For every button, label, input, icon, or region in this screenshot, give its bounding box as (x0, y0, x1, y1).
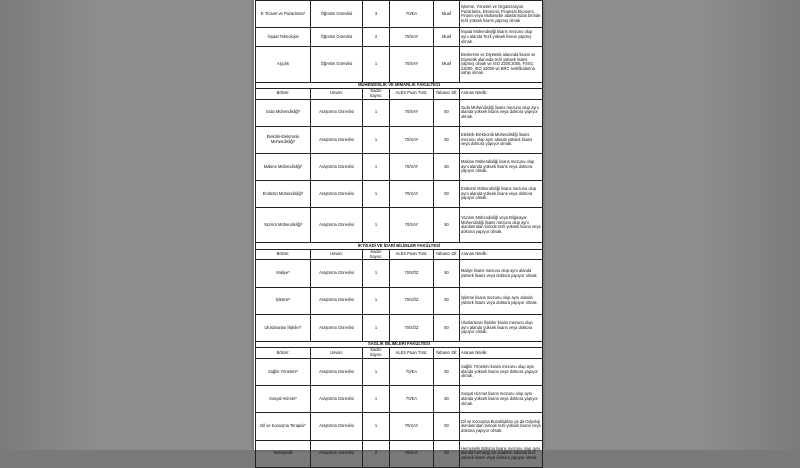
header-ales: ALES Puan Türü: (390, 348, 434, 359)
title-cell: Araştırma Görevlisi (311, 287, 363, 314)
qualification-cell: Hemşirelik Bölümü lisans mezunu olup aynı alanda herhangi bir anabilim dalında tezli yüksek lisans veya doktora yapıyor olmak (460, 440, 543, 467)
header-ales: ALES Puan Türü: (390, 249, 434, 260)
title-cell: Araştırma Görevlisi (311, 153, 363, 180)
header-quota: Kadro Sayısı: (363, 249, 390, 260)
title-cell: Araştırma Görevlisi (311, 413, 363, 440)
ales-cell: 70/SAY (390, 413, 434, 440)
header-qualification: Aranan Nitelik: (460, 348, 543, 359)
language-cell: 50 (434, 99, 460, 126)
department-cell: Sosyal Hizmet* (256, 386, 311, 413)
language-cell: Muaf (434, 1, 460, 28)
table-row (256, 413, 543, 440)
ales-cell: 70/SAY (390, 47, 434, 82)
ales-cell: 70/EA (390, 386, 434, 413)
header-row (256, 249, 543, 260)
table-row (256, 314, 543, 341)
title-cell: Araştırma Görevlisi (311, 99, 363, 126)
header-title: Unvan: (311, 249, 363, 260)
header-department: Bölüm: (256, 88, 311, 99)
qualification-cell: İşletme, Yönetim ve Organizasyon, Pazarlama, Ekonomi, Finansal Ekonomi, Finans veya Muhasebe alanlarından birinde tezli yüksek lisans yapmış olmak (460, 1, 543, 28)
department-cell: Hemşirelik (256, 440, 311, 467)
ales-cell: 70/SÖZ (390, 260, 434, 287)
qualification-cell: Sağlık Yönetimi lisans mezunu olup aynı alanda yüksek lisans veya doktora yapıyor olmak. (460, 358, 543, 385)
language-cell: 50 (434, 126, 460, 153)
ales-cell: 70/SAY (390, 126, 434, 153)
table-row (256, 287, 543, 314)
table-row (256, 126, 543, 153)
department-cell: İşletme* (256, 287, 311, 314)
quota-cell: 1 (363, 287, 390, 314)
title-cell: Araştırma Görevlisi (311, 208, 363, 243)
table-row (256, 99, 543, 126)
table-row (256, 28, 543, 47)
header-row (256, 348, 543, 359)
title-cell: Araştırma Görevlisi (311, 358, 363, 385)
title-cell: Araştırma Görevlisi (311, 386, 363, 413)
title-cell: Araştırma Görevlisi (311, 260, 363, 287)
language-cell: Muaf (434, 47, 460, 82)
qualification-cell: Gıda Mühendisliği lisans mezunu olup aynı alanda yüksek lisans veya doktora yapıyor olmak. (460, 99, 543, 126)
header-title: Unvan: (311, 88, 363, 99)
department-cell: Elektrik-Elektronik Mühendisliği* (256, 126, 311, 153)
header-row (256, 88, 543, 99)
header-ales: ALES Puan Türü: (390, 88, 434, 99)
table-row (256, 47, 543, 82)
department-cell: Aşçılık (256, 47, 311, 82)
department-cell: E-Ticaret ve Pazarlama* (256, 1, 311, 28)
quota-cell: 1 (363, 314, 390, 341)
quota-cell: 1 (363, 126, 390, 153)
department-cell: Yazılım Mühendisliği* (256, 208, 311, 243)
qualification-cell: İşletme lisans mezunu olup aynı alanda yüksek lisans veya doktora yapıyor olmak. (460, 287, 543, 314)
quota-cell: 1 (363, 386, 390, 413)
qualification-cell: Elektrik-Elektronik Mühendisliği lisans mezunu olup aynı alanda yüksek lisans veya doktora yapıyor olmak. (460, 126, 543, 153)
language-cell: 50 (434, 413, 460, 440)
title-cell: Araştırma Görevlisi (311, 314, 363, 341)
header-language: Yabancı Dil: (434, 348, 460, 359)
header-department: Bölüm: (256, 249, 311, 260)
title-cell: Araştırma Görevlisi (311, 440, 363, 467)
department-cell: Uluslararası İlişkiler* (256, 314, 311, 341)
document-page (254, 0, 543, 460)
ales-cell: 70/EA (390, 1, 434, 28)
ales-cell: 70/EA (390, 358, 434, 385)
department-cell: Maliye* (256, 260, 311, 287)
section-title: MÜHENDİSLİK VE MİMARLIK FAKÜLTESİ (256, 82, 543, 88)
qualification-cell: İnşaat Mühendisliği lisans mezunu olup aynı alanda Tezli yüksek lisans yapmış olmak. (460, 28, 543, 47)
table-row (256, 358, 543, 385)
ales-cell: 70/SÖZ (390, 287, 434, 314)
ales-cell: 70/SAY (390, 440, 434, 467)
quota-cell: 1 (363, 47, 390, 82)
ales-cell: 70/SÖZ (390, 314, 434, 341)
title-cell: Araştırma Görevlisi (311, 126, 363, 153)
qualification-cell: Sosyal Hizmet lisans mezunu olup aynı alanda yüksek lisans veya doktora yapıyor olmak. (460, 386, 543, 413)
ales-cell: 70/SAY (390, 208, 434, 243)
header-department: Bölüm: (256, 348, 311, 359)
qualification-cell: Makine Mühendisliği lisans mezunu olup aynı alanda yüksek lisans veya doktora yapıyor olmak. (460, 153, 543, 180)
qualification-cell: Endüstri Mühendisliği lisans mezunu olup aynı alanda yüksek lisans veya doktora yapıyor olmak. (460, 181, 543, 208)
quota-cell: 1 (363, 99, 390, 126)
table-row (256, 181, 543, 208)
language-cell: 50 (434, 181, 460, 208)
table-row (256, 440, 543, 467)
header-title: Unvan: (311, 348, 363, 359)
qualification-cell: Uluslararası İlişkiler lisans mezunu olup aynı alanda yüksek lisans veya doktora yapıyor olmak. (460, 314, 543, 341)
header-qualification: Aranan Nitelik: (460, 249, 543, 260)
quota-cell: 3 (363, 1, 390, 28)
department-cell: Endüstri Mühendisliği* (256, 181, 311, 208)
qualification-cell: Dil ve Konuşma Bozuklukları ya da Odyoloji alanlarından birinde tezli yüksek lisans veya doktora yapıyor olmak. (460, 413, 543, 440)
table-row (256, 208, 543, 243)
language-cell: 50 (434, 358, 460, 385)
table-row (256, 153, 543, 180)
quota-cell: 1 (363, 208, 390, 243)
header-quota: Kadro Sayısı: (363, 348, 390, 359)
title-cell: Öğretim Görevlisi (311, 47, 363, 82)
language-cell: Muaf (434, 28, 460, 47)
department-cell: İnşaat Teknolojisi (256, 28, 311, 47)
header-language: Yabancı Dil: (434, 249, 460, 260)
title-cell: Araştırma Görevlisi (311, 181, 363, 208)
qualification-cell: Yazılım Mühendisliği veya Bilgisayar Mühendisliği lisans mezunu olup aynı alanlarından birinde tezli yüksek lisans veya doktora yapıyor olmak. (460, 208, 543, 243)
language-cell: 50 (434, 153, 460, 180)
section-title: SAĞLIK BİLİMLERİ FAKÜLTESİ (256, 342, 543, 348)
ales-cell: 70/SAY (390, 181, 434, 208)
quota-cell: 2 (363, 440, 390, 467)
language-cell: 50 (434, 386, 460, 413)
qualification-cell: Maliye lisans mezunu olup aynı alanda yüksek lisans veya doktora yapıyor olmak. (460, 260, 543, 287)
header-quota: Kadro Sayısı: (363, 88, 390, 99)
language-cell: 50 (434, 208, 460, 243)
quota-cell: 1 (363, 181, 390, 208)
quota-cell: 1 (363, 358, 390, 385)
table-row (256, 1, 543, 28)
qualification-cell: Beslenme ve Diyetetik alanında lisans ve Diyetetik alanında tezli yüksek lisans yapmış olmak ve ISO 2200:2005, FSSC 22000, ISO 22000 ve BRC sertifikalarına sahip olmak. (460, 47, 543, 82)
department-cell: Sağlık Yönetimi* (256, 358, 311, 385)
title-cell: Öğretim Görevlisi (311, 1, 363, 28)
ales-cell: 70/SAY (390, 153, 434, 180)
quota-cell: 1 (363, 260, 390, 287)
header-language: Yabancı Dil: (434, 88, 460, 99)
department-cell: Gıda Mühendisliği* (256, 99, 311, 126)
ales-cell: 70/SAY (390, 28, 434, 47)
section-title: İKTİSADİ VE İDARİ BİLİMLER FAKÜLTESİ (256, 243, 543, 249)
quota-cell: 1 (363, 153, 390, 180)
ales-cell: 70/SAY (390, 99, 434, 126)
table-row (256, 260, 543, 287)
title-cell: Öğretim Görevlisi (311, 28, 363, 47)
language-cell: 50 (434, 287, 460, 314)
language-cell: 50 (434, 260, 460, 287)
position-table (255, 0, 543, 468)
department-cell: Makine Mühendisliği* (256, 153, 311, 180)
table-row (256, 386, 543, 413)
language-cell: 50 (434, 314, 460, 341)
department-cell: Dil ve Konuşma Terapisi* (256, 413, 311, 440)
header-qualification: Aranan Nitelik: (460, 88, 543, 99)
quota-cell: 2 (363, 28, 390, 47)
quota-cell: 1 (363, 413, 390, 440)
language-cell: 50 (434, 440, 460, 467)
